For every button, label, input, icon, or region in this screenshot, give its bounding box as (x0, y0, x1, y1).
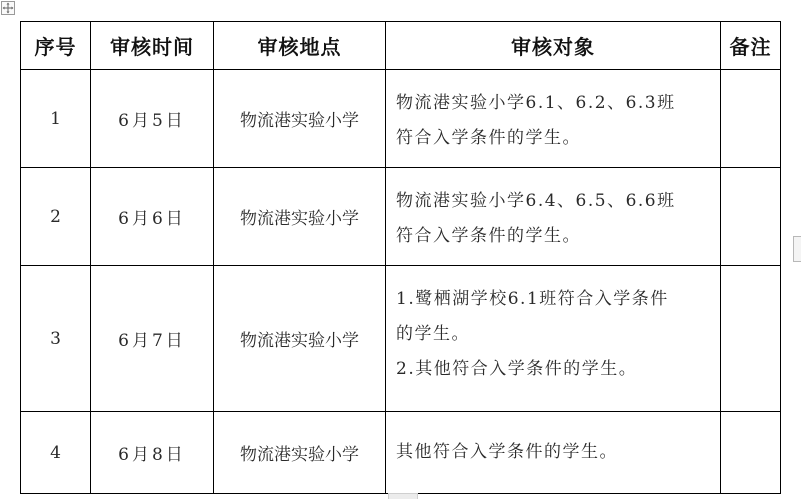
table-row (21, 412, 781, 494)
target-line: 物流港实验小学6.4、6.5、6.6班 (396, 191, 676, 211)
cell-no[interactable]: 4 (21, 412, 91, 494)
cell-note[interactable] (721, 412, 781, 494)
cell-note[interactable] (721, 70, 781, 168)
header-target: 审核对象 (386, 22, 721, 70)
header-date: 审核时间 (91, 22, 214, 70)
table-row (21, 168, 781, 266)
header-no: 序号 (21, 22, 91, 70)
target-line: 符合入学条件的学生。 (396, 128, 581, 148)
header-row (21, 22, 781, 70)
cell-no[interactable]: 3 (21, 266, 91, 412)
cell-place[interactable]: 物流港实验小学 (214, 266, 386, 412)
cell-target[interactable] (386, 70, 721, 168)
table-row (21, 266, 781, 412)
table-row (21, 70, 781, 168)
cell-date[interactable]: 6月5日 (91, 70, 214, 168)
target-line: 符合入学条件的学生。 (396, 226, 581, 246)
cell-target[interactable] (386, 266, 721, 412)
review-schedule-table (20, 21, 781, 494)
cell-date[interactable]: 6月8日 (91, 412, 214, 494)
cell-note[interactable] (721, 266, 781, 412)
table-move-handle-icon[interactable] (1, 1, 15, 15)
cell-place[interactable]: 物流港实验小学 (214, 412, 386, 494)
cell-date[interactable]: 6月7日 (91, 266, 214, 412)
header-place: 审核地点 (214, 22, 386, 70)
header-note: 备注 (721, 22, 781, 70)
cell-place[interactable]: 物流港实验小学 (214, 70, 386, 168)
cell-target[interactable] (386, 412, 721, 494)
target-line: 1.鹭栖湖学校6.1班符合入学条件 (396, 289, 669, 309)
cell-no[interactable]: 1 (21, 70, 91, 168)
target-line: 2.其他符合入学条件的学生。 (396, 359, 638, 379)
target-line: 其他符合入学条件的学生。 (396, 442, 618, 462)
target-line: 的学生。 (396, 324, 470, 344)
cell-place[interactable]: 物流港实验小学 (214, 168, 386, 266)
cell-no[interactable]: 2 (21, 168, 91, 266)
row-resize-marker[interactable] (793, 236, 801, 262)
target-line: 物流港实验小学6.1、6.2、6.3班 (396, 93, 676, 113)
table-resize-handle[interactable] (388, 493, 418, 499)
cell-date[interactable]: 6月6日 (91, 168, 214, 266)
cell-target[interactable] (386, 168, 721, 266)
cell-note[interactable] (721, 168, 781, 266)
